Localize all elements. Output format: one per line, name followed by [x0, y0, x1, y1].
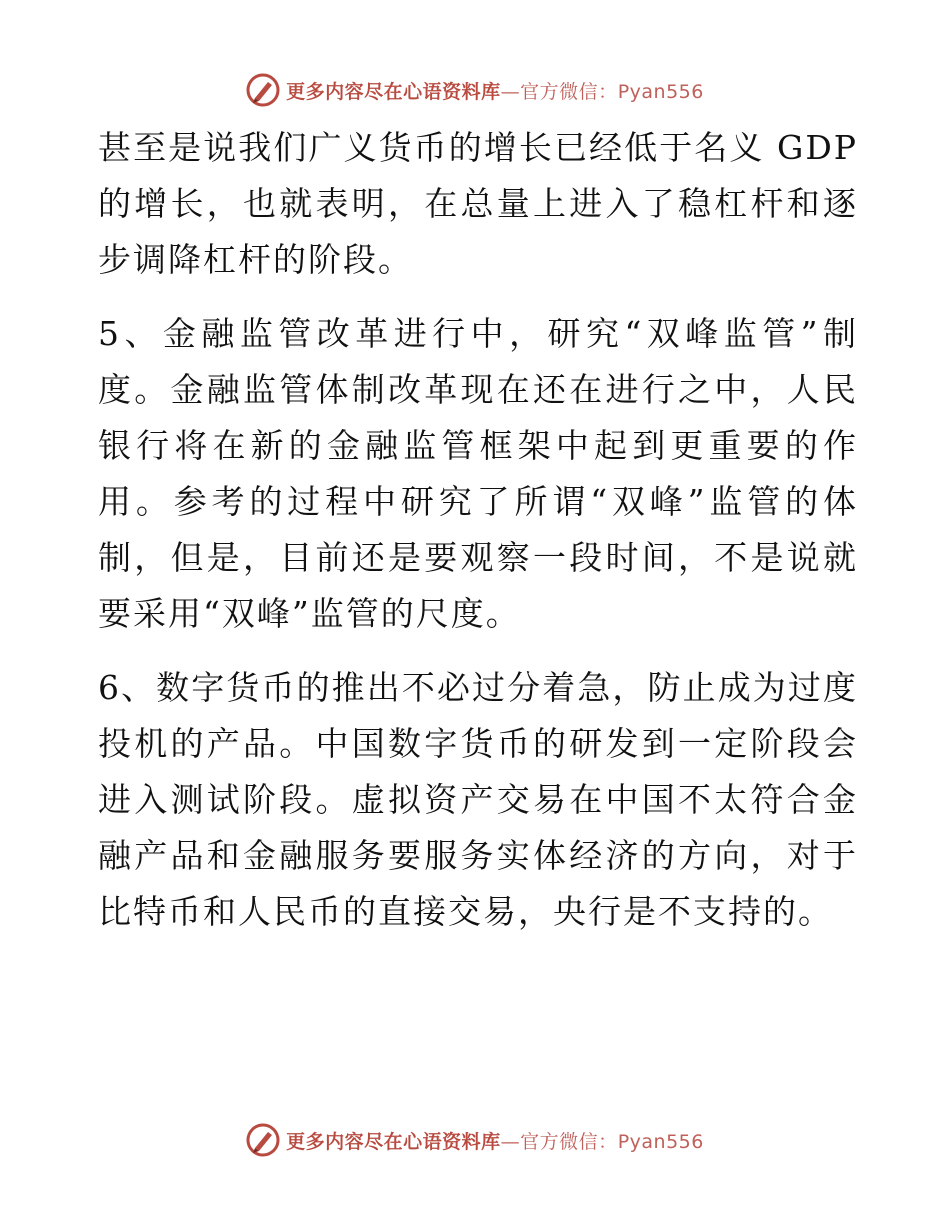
footer-banner-separator: — [500, 1130, 521, 1153]
header-wechat-label: 官方微信： [520, 80, 618, 103]
pen-seal-logo-icon [246, 73, 280, 107]
footer-banner [0, 1120, 950, 1160]
footer-banner-text [286, 1127, 704, 1154]
paragraph-item-5: 5、金融监管改革进行中，研究“双峰监管”制度。金融监管体制改革现在还在进行之中，人民银行将在新的金融监管框架中起到更重要的作用。参考的过程中研究了所谓“双峰”监管的体制，但是，目前还是要观察一段时间，不是说就要采用“双峰”监管的尺度。 [98, 314, 858, 633]
header-banner-main: 更多内容尽在心语资料库 [286, 80, 501, 103]
paragraph-item-6: 6、数字货币的推出不必过分着急，防止成为过度投机的产品。中国数字货币的研发到一定阶段会进入测试阶段。虚拟资产交易在中国不太符合金融产品和金融服务要服务实体经济的方向，对于比特币和人民币的直接交易，央行是不支持的。 [98, 668, 858, 931]
header-banner-text [286, 77, 704, 104]
document-body [98, 120, 858, 940]
header-wechat-id: Pyan556 [617, 80, 704, 103]
footer-wechat-id: Pyan556 [617, 1130, 704, 1153]
header-banner-separator: — [500, 80, 521, 103]
header-banner [0, 70, 950, 110]
footer-wechat-label: 官方微信： [520, 1130, 618, 1153]
pen-seal-logo-icon [246, 1123, 280, 1157]
paragraph-continuation: 甚至是说我们广义货币的增长已经低于名义 GDP 的增长，也就表明，在总量上进入了稳杠杆和逐步调降杠杆的阶段。 [98, 128, 858, 279]
footer-banner-main: 更多内容尽在心语资料库 [286, 1130, 501, 1153]
